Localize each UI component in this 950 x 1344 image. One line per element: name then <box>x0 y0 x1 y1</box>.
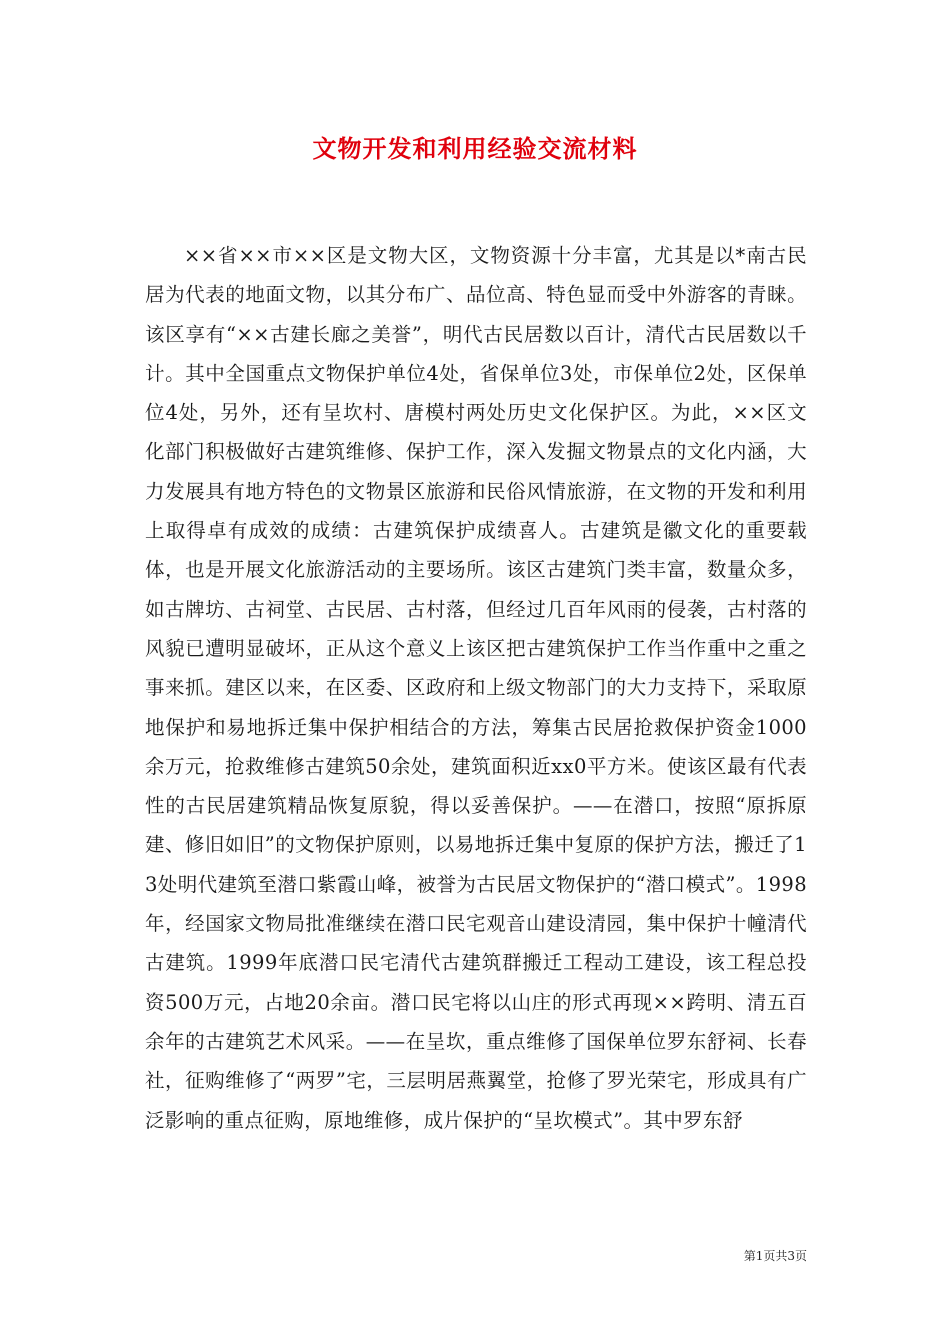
document-title: 文物开发和利用经验交流材料 <box>312 134 638 163</box>
body-paragraph: ××省××市××区是文物大区，文物资源十分丰富，尤其是以*南古民居为代表的地面文物，以其分布广、品位高、特色显而受中外游客的青睐。该区享有“××古建长廊之美誉”，明代古民居数以百计，清代古民居数以千计。其中全国重点文物保护单位4处，省保单位3处，市保单位2处，区保单位4处，另外，还有呈坎村、唐模村两处历史文化保护区。为此，××区文化部门积极做好古建筑维修、保护工作，深入发掘文物景点的文化内涵，大力发展具有地方特色的文物景区旅游和民俗风情旅游，在文物的开发和利用上取得卓有成效的成绩：古建筑保护成绩喜人。古建筑是徽文化的重要载体，也是开展文化旅游活动的主要场所。该区古建筑门类丰富，数量众多，如古牌坊、古祠堂、古民居、古村落，但经过几百年风雨的侵袭，古村落的风貌已遭明显破坏，正从这个意义上该区把古建筑保护工作当作重中之重之事来抓。建区以来，在区委、区政府和上级文物部门的大力支持下，采取原地保护和易地拆迁集中保护相结合的方法，筹集古民居抢救保护资金1000余万元，抢救维修古建筑50余处，建筑面积近xx0平方米。使该区最有代表性的古民居建筑精品恢复原貌，得以妥善保护。——在潜口，按照“原拆原建、修旧如旧”的文物保护原则，以易地拆迁集中复原的保护方法，搬迁了13处明代建筑至潜口紫霞山峰，被誉为古民居文物保护的“潜口模式”。1998年，经国家文物局批准继续在潜口民宅观音山建设清园，集中保护十幢清代古建筑。1999年底潜口民宅清代古建筑群搬迁工程动工建设，该工程总投资500万元，占地20余亩。潜口民宅将以山庄的形式再现××跨明、清五百余年的古建筑艺术风采。——在呈坎，重点维修了国保单位罗东舒祠、长春社，征购维修了“两罗”宅，三层明居燕翼堂，抢修了罗光荣宅，形成具有广泛影响的重点征购，原地维修，成片保护的“呈坎模式”。其中罗东舒 <box>145 244 807 1132</box>
page-number: 第1页共3页 <box>743 1249 807 1263</box>
